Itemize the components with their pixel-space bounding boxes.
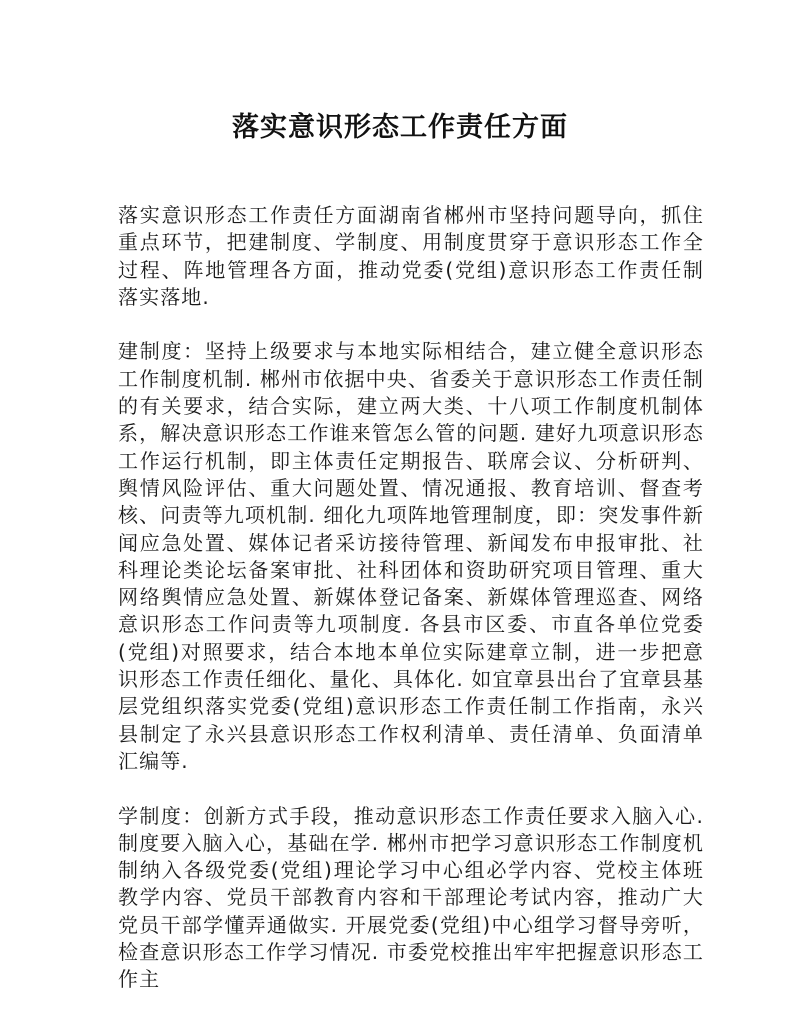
paragraph-learn-system: 学制度：创新方式手段，推动意识形态工作责任要求入脑入心. 制度要入脑入心，基础在学. 郴州市把学习意识形态工作制度机制纳入各级党委(党组)理论学习中心组必学内容、党校主体班教学内容、党员干部教育内容和干部理论考试内容，推动广大党员干部学懂弄通做实. 开展党委(党组)中心组学习督导旁听，检查意识形态工作学习情况. 市委党校推出牢牢把握意识形态工作主 <box>118 803 704 992</box>
document-body <box>118 202 704 1021</box>
paragraph-build-system: 建制度：坚持上级要求与本地实际相结合，建立健全意识形态工作制度机制. 郴州市依据中央、省委关于意识形态工作责任制的有关要求，结合实际，建立两大类、十八项工作制度机制体系，解决意识形态工作谁来管怎么管的问题. 建好九项意识形态工作运行机制，即主体责任定期报告、联席会议、分析研判、舆情风险评估、重大问题处置、情况通报、教育培训、督查考核、问责等九项机制. 细化九项阵地管理制度，即：突发事件新闻应急处置、媒体记者采访接待管理、新闻发布申报审批、社科理论类论坛备案审批、社科团体和资助研究项目管理、重大网络舆情应急处置、新媒体登记备案、新媒体管理巡查、网络意识形态工作问责等九项制度. 各县市区委、市直各单位党委(党组)对照要求，结合本地本单位实际建章立制，进一步把意识形态工作责任细化、量化、具体化. 如宜章县出台了宜章县基层党组织落实党委(党组)意识形态工作责任制工作指南，永兴县制定了永兴县意识形态工作权利清单、责任清单、负面清单汇编等. <box>118 339 704 773</box>
document-title: 落实意识形态工作责任方面 <box>232 112 568 143</box>
paragraph-intro: 落实意识形态工作责任方面湖南省郴州市坚持问题导向，抓住重点环节，把建制度、学制度、用制度贯穿于意识形态工作全过程、阵地管理各方面，推动党委(党组)意识形态工作责任制落实落地. <box>118 203 704 309</box>
